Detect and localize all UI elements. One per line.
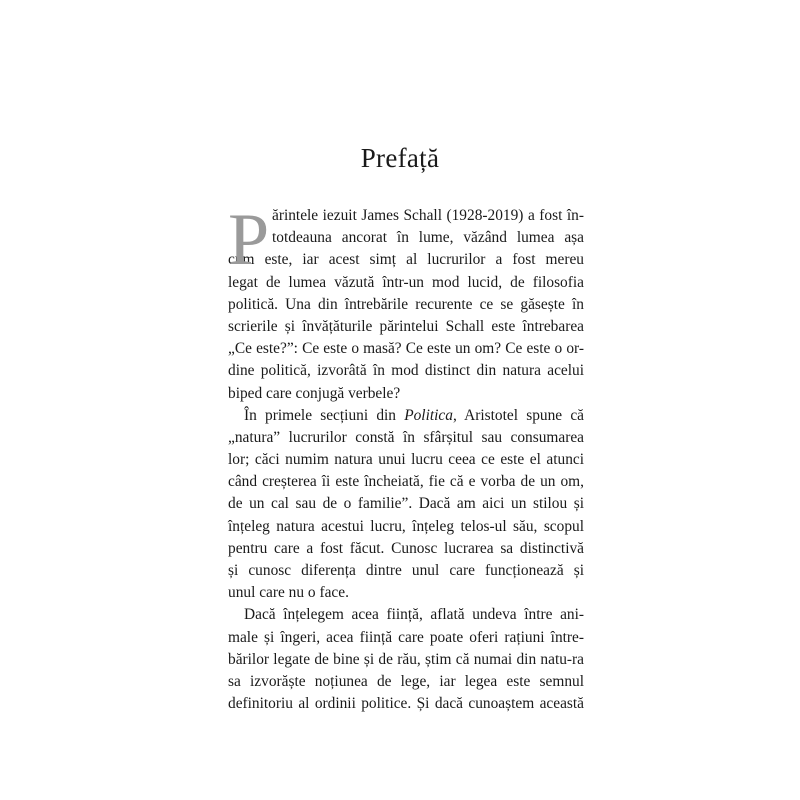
- text-line: biped care conjugă verbele?: [228, 384, 401, 402]
- text-line: lor; căci numim natura unui lucru ceea ce este el atunci: [228, 451, 584, 469]
- text-line: male și îngeri, acea ființă care poate oferi rațiuni între-: [228, 628, 584, 646]
- text-line: legat de lumea văzută într-un mod lucid, de filosofia: [228, 273, 584, 291]
- text-line: dine politică, izvorâtă în mod distinct din natura acelui: [228, 362, 584, 380]
- paragraph-2: [228, 405, 584, 605]
- paragraph-1: [228, 199, 584, 405]
- text-line: „natura” lucrurilor constă în sfârșitul sau consumarea: [228, 428, 584, 446]
- text-line: bărilor legate de bine și de rău, știm că numai din natu-ra: [228, 650, 584, 668]
- text-line: [228, 405, 584, 427]
- text-line: definitoriu al ordinii politice. Și dacă cunoaștem această: [228, 695, 584, 713]
- paragraph-3: [228, 604, 584, 715]
- text-line: unul care nu o face.: [228, 584, 349, 602]
- book-title-italic: Politica: [404, 406, 453, 424]
- drop-cap: P: [228, 199, 270, 281]
- text-line: totdeauna ancorat în lume, văzând lumea așa: [272, 229, 584, 247]
- text-line: înțeleg natura acestui lucru, înțeleg telos-ul său, scopul: [228, 517, 584, 535]
- text-line: sa izvorăște noțiunea de lege, iar legea este semnul: [228, 672, 584, 690]
- text-line: ărintele iezuit James Schall (1928-2019) a fost în-: [272, 207, 584, 224]
- page-title: Prefață: [360, 143, 440, 173]
- text-line: când creșterea îi este încheiată, fie că e vorba de un om,: [228, 473, 584, 491]
- text-run: În primele secțiuni din: [244, 406, 405, 424]
- text-body: [228, 199, 584, 715]
- text-line: cum este, iar acest simț al lucrurilor a fost mereu: [228, 251, 584, 269]
- text-line: de un cal sau de o familie”. Dacă am aici un stilou și: [228, 495, 584, 513]
- text-line: scrierile și învățăturile părintelui Schall este întrebarea: [228, 317, 584, 335]
- text-line: și cunosc diferența dintre unul care funcționează și: [228, 562, 584, 579]
- text-line: Dacă înțelegem acea ființă, aflată undeva între ani-: [244, 606, 584, 624]
- text-line: pentru care a fost făcut. Cunosc lucrarea sa distinctivă: [228, 539, 584, 557]
- text-run: , Aristotel spune că: [452, 406, 584, 424]
- text-line: „Ce este?”: Ce este o masă? Ce este un om? Ce este o or-: [228, 340, 584, 358]
- text-line: politică. Una din întrebările recurente ce se găsește în: [228, 295, 584, 313]
